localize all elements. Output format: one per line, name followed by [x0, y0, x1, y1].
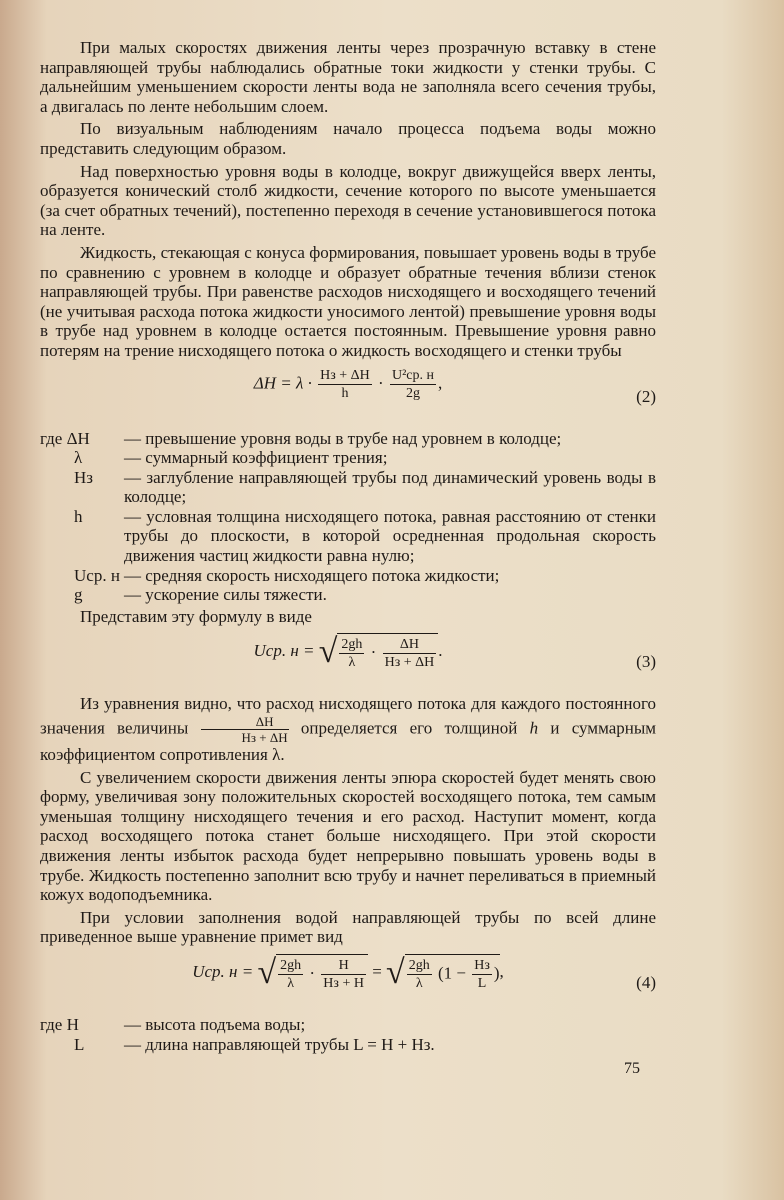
eq3-lhs: Uср. н =	[253, 641, 315, 661]
definition-row: Uср. н — средняя скорость нисходящего потока жидкости;	[74, 565, 500, 585]
paragraph-5: Представим эту формулу в виде	[80, 606, 312, 626]
page-text	[40, 38, 656, 1056]
eq2-fraction-2: $\frac{\text{U²ср. н}}{2g}$	[391, 367, 434, 401]
paragraph-6: Из уравнения видно, что расход нисходящего потока для каждого постоянного значения величины $\frac{\Delta H}{Hз + \Delta H}$ определяется его толщиной h и суммарным коэффициентом сопротивления λ.	[40, 694, 657, 765]
eq2-label: (2)	[636, 386, 656, 406]
paragraph-7: С увеличением скорости движения ленты эпюра скоростей будет менять свою форму, увеличивая зону положительных скоростей восходящего потока, тем самым уменьшая толщину нисходящего течения и его расход. Наступит момент, когда расход восходящего потока станет больше нисходящего. При этой скорости движения ленты избыток расхода будет непрерывно повышать уровень воды в трубе. Жидкость постепенно заполнит всю трубу и начнет переливаться в приемный кожух водоподъемника.	[40, 767, 656, 905]
paragraph-1: При малых скоростях движения ленты через прозрачную вставку в стене направляющей трубы наблюдались обратные токи жидкости у стенки трубы. С дальнейшим уменьшением скорости ленты вода не заполняла всего сечения трубы, а двигалась по ленте небольшим слоем.	[40, 38, 656, 116]
eq3-label: (3)	[636, 652, 656, 672]
equation-2: ΔH = λ · $\frac{Hз + \Delta H}{h}$ · $\frac{\text{U²ср. н}}{2g}$ , (2)	[253, 367, 656, 406]
definition-row: где H — высота подъема воды;	[40, 1014, 306, 1034]
equation-4: Uср. н = √ $\frac{2gh}{\lambda}$ · $\frac{H}{Hз + H}$ = √ $\frac{2gh}{\lambda}$ (1 − $\frac{Hз}{L}$ ), (4)	[192, 953, 656, 992]
definition-row: где ΔH — превышение уровня воды в трубе над уровнем в колодце;	[40, 428, 562, 448]
inline-fraction: $\frac{\Delta H}{Hз + \Delta H}$	[201, 714, 289, 745]
paragraph-8: При условии заполнения водой направляющей трубы по всей длине приведенное выше уравнение примет вид	[40, 907, 656, 947]
eq3-sqrt: √ $\frac{2gh}{\lambda}$ · $\frac{\Delta H}{Hз + \Delta H}$	[319, 632, 439, 672]
definitions-list	[40, 429, 656, 605]
definition-row: h — условная толщина нисходящего потока, равная расстоянию от стенки трубы до плоскости, в которой осредненная продольная скорость движения частиц жидкости равна нулю;	[74, 506, 656, 566]
paragraph-2: По визуальным наблюдениям начало процесса подъема воды можно представить следующим образом.	[40, 119, 656, 158]
eq4-label: (4)	[636, 972, 656, 992]
eq2-fraction-1: $\frac{Hз + \Delta H}{h}$	[320, 367, 370, 401]
definition-row: L — длина направляющей трубы L = H + Hз.	[74, 1034, 435, 1054]
equation-3: Uср. н = √ $\frac{2gh}{\lambda}$ · $\frac{\Delta H}{Hз + \Delta H}$ . (3)	[253, 633, 656, 672]
definition-row: λ — суммарный коэффициент трения;	[74, 448, 388, 468]
paragraph-3: Над поверхностью уровня воды в колодце, вокруг движущейся вверх ленты, образуется конический столб жидкости, сечение которого по высоте уменьшается (за счет обратных течений), постепенно переходя в сечение установившегося потока на ленте.	[40, 161, 656, 240]
eq2-lhs: ΔH = λ ·	[253, 372, 312, 392]
definition-row: g — ускорение силы тяжести.	[74, 585, 327, 605]
paragraph-4: Жидкость, стекающая с конуса формирования, повышает уровень воды в трубе по сравнению с уровнем в колодце и образует обратные течения вблизи стенок направляющей трубы. При равенстве расходов нисходящего и восходящего течений (не учитывая расхода потока жидкости уносимого лентой) превышение уровня воды в трубе над уровнем в колодце остается постоянным. Превышение уровня равно потерям на трение нисходящего потока о жидкость восходящего и стенки трубы	[40, 242, 656, 360]
definitions-list-2	[40, 1015, 656, 1054]
page-number: 75	[624, 1060, 640, 1077]
eq4-lhs: Uср. н =	[192, 961, 254, 981]
definition-row: Hз — заглубление направляющей трубы под динамический уровень воды в колодце;	[74, 467, 656, 507]
